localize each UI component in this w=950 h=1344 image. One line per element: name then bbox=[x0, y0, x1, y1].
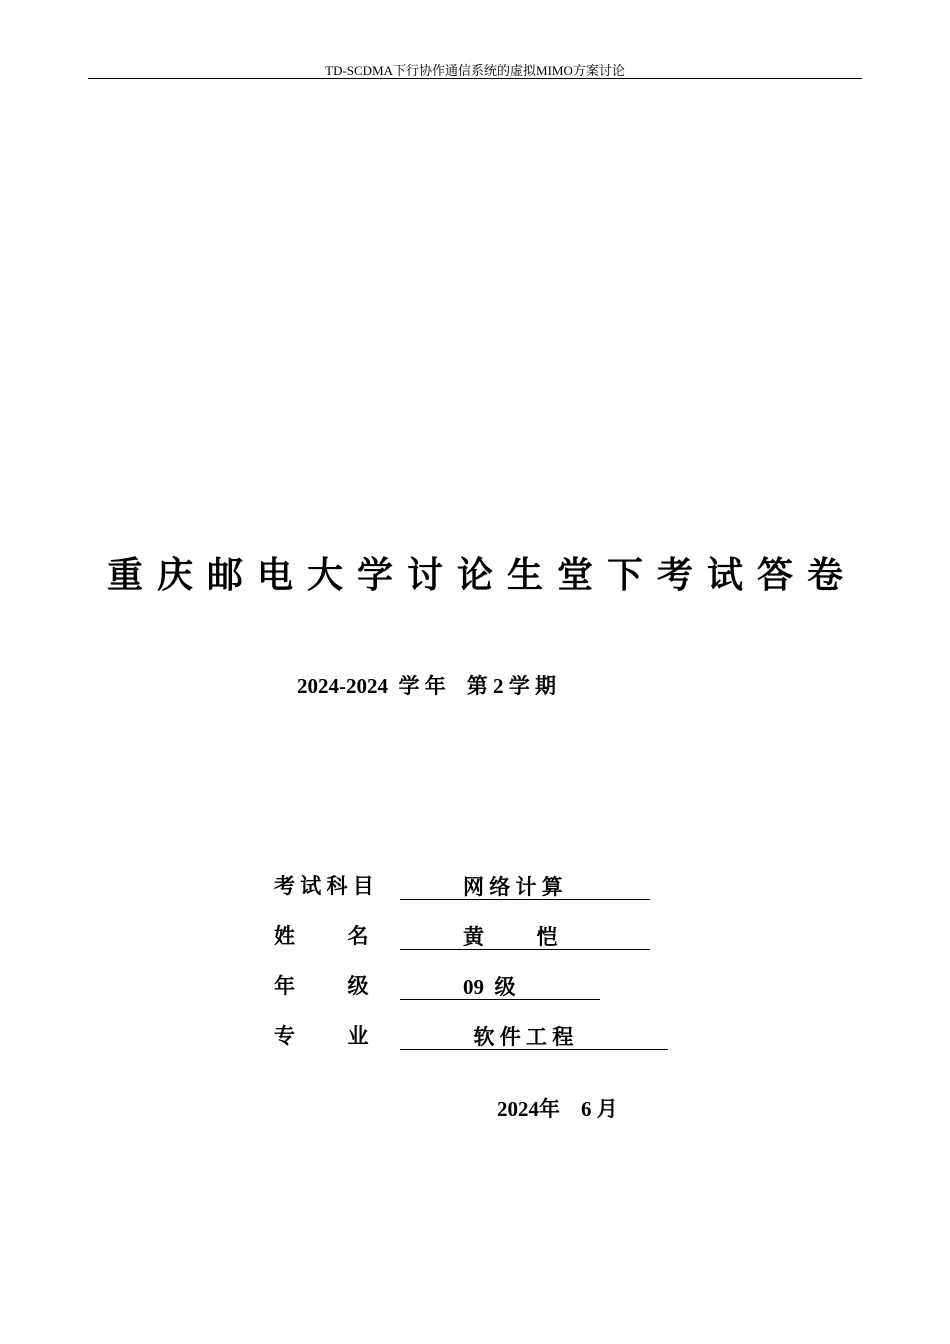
field-grade-value: 09 级 bbox=[400, 975, 600, 1000]
field-major-label: 专 业 bbox=[274, 1024, 369, 1048]
academic-term: 2024-2024 学 年 第 2 学 期 bbox=[297, 674, 556, 698]
field-name-label: 姓 名 bbox=[274, 924, 369, 948]
field-name-value: 黄 恺 bbox=[400, 925, 650, 950]
field-subject bbox=[274, 870, 650, 900]
field-subject-value: 网 络 计 算 bbox=[400, 875, 650, 900]
running-header: TD-SCDMA下行协作通信系统的虚拟MIMO方案讨论 bbox=[325, 63, 625, 78]
field-name bbox=[274, 920, 650, 950]
field-major-value: 软 件 工 程 bbox=[400, 1025, 668, 1050]
submission-date: 2024年 6 月 bbox=[497, 1097, 618, 1121]
field-major bbox=[274, 1020, 668, 1050]
field-grade bbox=[274, 970, 600, 1000]
field-subject-label: 考 试 科 目 bbox=[274, 874, 374, 898]
field-grade-label: 年 级 bbox=[274, 974, 369, 998]
header-divider bbox=[88, 78, 862, 79]
document-title: 重庆邮电大学讨论生堂下考试答卷 bbox=[106, 555, 857, 596]
